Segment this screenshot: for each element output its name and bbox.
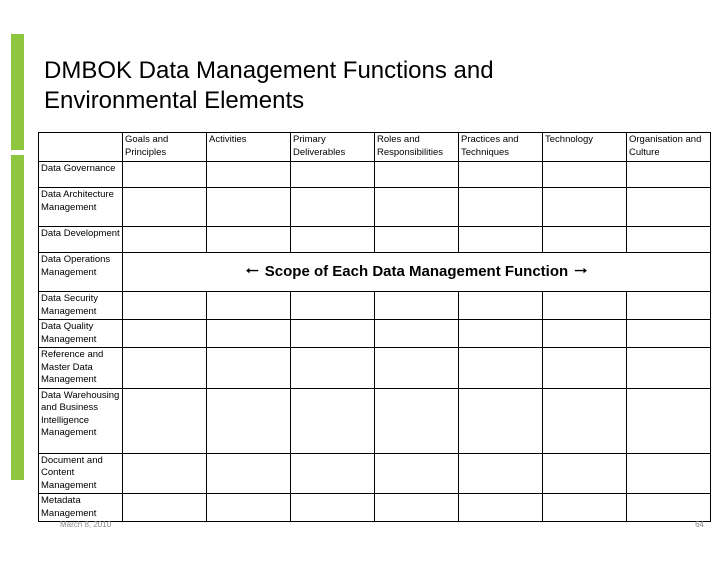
table-cell [543, 320, 627, 348]
table-cell [207, 162, 291, 188]
table-cell [459, 227, 543, 253]
table-cell [291, 188, 375, 227]
table-cell [627, 453, 711, 494]
table-cell [291, 227, 375, 253]
table-row [39, 348, 711, 389]
table-cell [207, 348, 291, 389]
header-practices-and-techniques: Practices and Techniques [459, 133, 543, 162]
table-cell [207, 320, 291, 348]
table-cell [123, 348, 207, 389]
table-cell [207, 227, 291, 253]
table-cell [291, 388, 375, 453]
row-label-metadata-management: Metadata Management [39, 494, 123, 522]
table-cell [459, 162, 543, 188]
table-row [39, 494, 711, 522]
table-cell [627, 494, 711, 522]
table-cell [207, 494, 291, 522]
arrow-left-icon: 🠀 [245, 263, 259, 280]
table-row [39, 162, 711, 188]
table-cell [375, 162, 459, 188]
scope-cell [123, 253, 711, 292]
table-cell [375, 320, 459, 348]
row-label-data-governance: Data Governance [39, 162, 123, 188]
row-label-data-warehousing-and-business-intelligence-management: Data Warehousing and Business Intelligence Management [39, 388, 123, 453]
table-cell [291, 348, 375, 389]
footer-date: March 8, 2010 [60, 520, 112, 529]
table-cell [543, 453, 627, 494]
table-cell [543, 292, 627, 320]
row-label-data-architecture-management: Data Architecture Management [39, 188, 123, 227]
table-cell [627, 292, 711, 320]
header-goals-and-principles: Goals and Principles [123, 133, 207, 162]
header-corner [39, 133, 123, 162]
header-technology: Technology [543, 133, 627, 162]
table-cell [627, 227, 711, 253]
table-cell [543, 348, 627, 389]
row-label-reference-and-master-data-management: Reference and Master Data Management [39, 348, 123, 389]
table-cell [627, 388, 711, 453]
table-cell [123, 162, 207, 188]
arrow-right-icon: 🠂 [574, 263, 588, 280]
scope-text: Scope of Each Data Management Function [264, 263, 569, 280]
table-row [39, 453, 711, 494]
table-cell [207, 388, 291, 453]
header-roles-and-responsibilities: Roles and Responsibilities [375, 133, 459, 162]
table-cell [627, 320, 711, 348]
table-row [39, 292, 711, 320]
table-cell [459, 494, 543, 522]
table-row [39, 388, 711, 453]
table-cell [375, 227, 459, 253]
table-cell [123, 292, 207, 320]
table-cell [459, 388, 543, 453]
table-cell [459, 348, 543, 389]
table-cell [123, 388, 207, 453]
table-cell [123, 227, 207, 253]
scope-banner [246, 263, 587, 281]
table-cell [459, 453, 543, 494]
table-cell [291, 453, 375, 494]
table-row [39, 253, 711, 292]
table-cell [543, 188, 627, 227]
table-cell [375, 453, 459, 494]
table-cell [459, 292, 543, 320]
table-cell [123, 453, 207, 494]
table-cell [543, 227, 627, 253]
row-label-data-quality-management: Data Quality Management [39, 320, 123, 348]
table-cell [543, 494, 627, 522]
accent-bar-top [11, 34, 24, 150]
table-row [39, 320, 711, 348]
row-label-data-operations-management: Data Operations Management [39, 253, 123, 292]
dmbok-matrix-table [38, 132, 711, 522]
table-row [39, 227, 711, 253]
row-label-document-and-content-management: Document and Content Management [39, 453, 123, 494]
accent-bar-bottom [11, 155, 24, 480]
table-cell [459, 320, 543, 348]
row-label-data-security-management: Data Security Management [39, 292, 123, 320]
table-cell [291, 162, 375, 188]
table-cell [123, 188, 207, 227]
table-cell [543, 162, 627, 188]
table-cell [459, 188, 543, 227]
header-primary-deliverables: Primary Deliverables [291, 133, 375, 162]
table-cell [291, 320, 375, 348]
header-row [39, 133, 711, 162]
table-cell [207, 453, 291, 494]
table-cell [375, 292, 459, 320]
table-cell [627, 162, 711, 188]
table-row [39, 188, 711, 227]
table-cell [291, 292, 375, 320]
table-cell [375, 388, 459, 453]
table-cell [123, 494, 207, 522]
page-number: 64 [695, 520, 704, 529]
table-cell [627, 188, 711, 227]
table-cell [543, 388, 627, 453]
table-cell [375, 494, 459, 522]
table-cell [627, 348, 711, 389]
slide-title-line-2: Environmental Elements [44, 87, 305, 114]
table-cell [291, 494, 375, 522]
table-cell [207, 188, 291, 227]
slide-title-line-1: DMBOK Data Management Functions and [44, 57, 494, 84]
table-cell [375, 348, 459, 389]
header-organisation-and-culture: Organisation and Culture [627, 133, 711, 162]
header-activities: Activities [207, 133, 291, 162]
table-cell [123, 320, 207, 348]
slide-title [44, 56, 684, 116]
table-cell [207, 292, 291, 320]
table-cell [375, 188, 459, 227]
row-label-data-development: Data Development [39, 227, 123, 253]
